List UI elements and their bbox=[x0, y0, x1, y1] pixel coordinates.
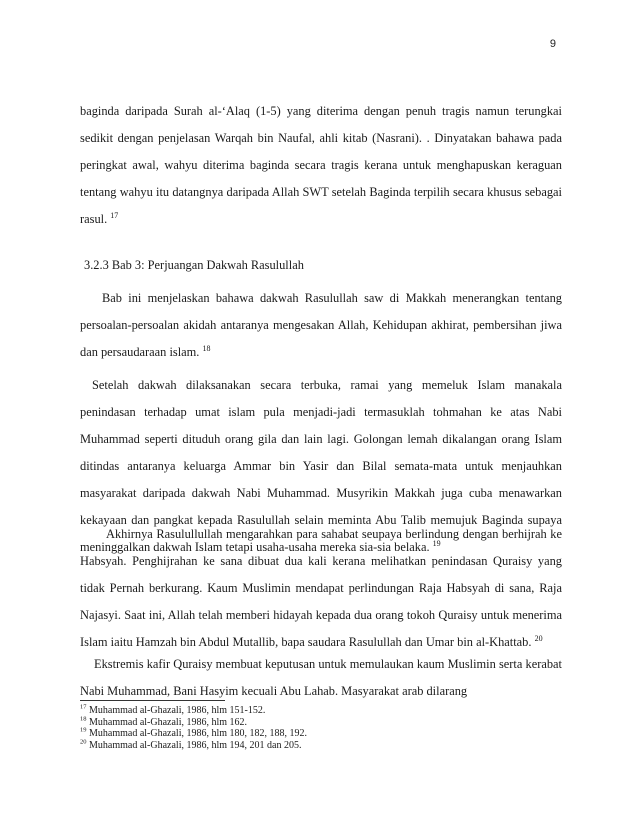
page-number: 9 bbox=[549, 38, 556, 50]
footnote-text: Muhammad al-Ghazali, 1986, hlm 194, 201 dan 205. bbox=[89, 739, 302, 751]
footnote-text: Muhammad al-Ghazali, 1986, hlm 162. bbox=[89, 716, 248, 728]
paragraph-5 bbox=[80, 651, 562, 705]
footnote-ref-19[interactable]: 19 bbox=[432, 538, 441, 548]
footnote-18 bbox=[80, 717, 307, 729]
footnote-ref-18[interactable]: 18 bbox=[202, 343, 211, 353]
footnote-text: Muhammad al-Ghazali, 1986, hlm 151-152. bbox=[89, 705, 266, 716]
paragraph-4-text: Akhirnya Rasulullullah mengarahkan para sahabat seupaya berlindung dengan berhijrah ke Habsyah. Penghijrahan ke sana dibuat dua kali kerana melihatkan penindasan Quraisy yang tidak Pernah berkurang. Kaum Muslimin mendapat perlindungan Raja Habsyah di sana, Raja Najasyi. Saat ini, Allah telah memberi hidayah kepada dua orang tokoh Quraisy untuk menerima Islam iaitu Hamzah bin Abdul Mutallib, bapa saudara Rasulullah dan Umar bin al-Khattab. bbox=[80, 527, 562, 649]
footnote-19 bbox=[80, 728, 307, 740]
footnote-number: 18 bbox=[80, 715, 87, 723]
footnote-17 bbox=[80, 705, 307, 717]
footnote-20 bbox=[80, 740, 307, 752]
paragraph-3-text: Setelah dakwah dilaksanakan secara terbuka, ramai yang memeluk Islam manakala penindasan terhadap umat islam pula menjadi-jadi termasuklah tohmahan ke atas Nabi Muhammad seperti dituduh orang gila dan lain lagi. Golongan lemah dikalangan orang Islam ditindas antaranya keluarga Ammar bin Yasir dan Bilal semata-mata untuk menjauhkan masyarakat daripada dakwah Nabi Muhammad. Musyrikin Makkah juga cuba menawarkan kekayaan dan pangkat kepada Rasulullah selain meminta Abu Talib memujuk Baginda supaya meninggalkan dakwah Islam tetapi usaha-usaha mereka sia-sia belaka. bbox=[80, 378, 562, 554]
footnote-number: 17 bbox=[80, 703, 87, 711]
paragraph-1-text: baginda daripada Surah al-‘Alaq (1-5) yang diterima dengan penuh tragis namun terungkai sedikit dengan penjelasan Warqah bin Naufal, ahli kitab (Nasrani). . Dinyatakan bahawa pada peringkat awal, wahyu diterima baginda secara tragis kerana untuk menghapuskan keraguan tentang wahyu itu datangnya daripada Allah SWT setelah Baginda terpilih secara khusus sebagai rasul. bbox=[80, 104, 562, 226]
paragraph-5-text: Ekstremis kafir Quraisy membuat keputusan untuk memulaukan kaum Muslimin serta kerabat Nabi Muhammad, Bani Hasyim kecuali Abu Lahab. Masyarakat arab dilarang bbox=[80, 657, 562, 698]
footnote-text: Muhammad al-Ghazali, 1986, hlm 180, 182, 188, 192. bbox=[89, 728, 308, 739]
footnote-ref-20[interactable]: 20 bbox=[534, 633, 543, 643]
paragraph-2 bbox=[80, 285, 562, 366]
footnote-ref-17[interactable]: 17 bbox=[110, 210, 119, 220]
footnote-number: 20 bbox=[80, 738, 87, 746]
section-heading: 3.2.3 Bab 3: Perjuangan Dakwah Rasulullah bbox=[84, 258, 304, 272]
paragraph-4 bbox=[80, 521, 562, 656]
footnote-number: 19 bbox=[80, 726, 87, 734]
paragraph-2-text: Bab ini menjelaskan bahawa dakwah Rasulullah saw di Makkah menerangkan tentang persoalan-persoalan akidah antaranya mengesakan Allah, Kehidupan akhirat, pembersihan jiwa dan persaudaraan islam. bbox=[80, 291, 562, 359]
footnote-list bbox=[80, 705, 307, 751]
paragraph-1 bbox=[80, 98, 562, 233]
footnote-separator bbox=[80, 700, 225, 701]
